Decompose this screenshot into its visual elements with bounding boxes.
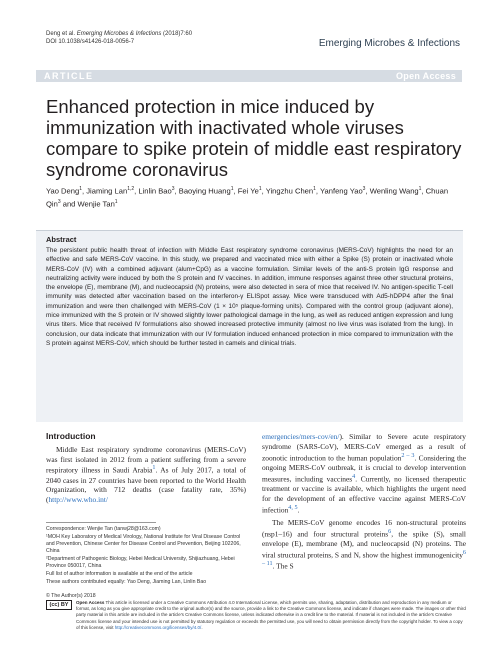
author-name: Wenjie Tan: [77, 199, 115, 209]
correspondence-note: Correspondence: Wenjie Tan (tanwj28@163.com): [46, 526, 161, 532]
reference-link[interactable]: 4: [352, 473, 356, 480]
journal-name: Emerging Microbes & Infections: [318, 38, 460, 49]
abstract-box: [36, 230, 463, 422]
author-affiliation-marker: 3: [171, 186, 175, 192]
author-affiliation-marker: 1: [258, 186, 262, 192]
author-affiliation-marker: 1: [313, 186, 316, 192]
author-name: Baoying Huang: [178, 186, 231, 196]
left-column: [46, 432, 246, 505]
footnote-divider: [46, 522, 156, 523]
reference-link[interactable]: 1: [152, 465, 156, 472]
author-affiliation-marker: 3: [57, 199, 61, 206]
reference-link[interactable]: 6 – 11: [262, 549, 466, 567]
article-label: ARTICLE: [44, 71, 94, 81]
license-link[interactable]: http://creativecommons.org/licenses/by/4.0/: [114, 624, 202, 630]
license-text: Open Access This article is licensed under a Creative Commons Attribution 4.0 International License, which permits use, sharing, adaptation, distribution and reproduction in any medium or format, as long as you give appropriate credit to the original author(s) and the source, provide a link to the Creative Commons license, and indicate if changes were made. The images or other third party material in this article are included in the article's Creative Commons license, unless indicated otherwise in a credit line to the material. If material is not included in the article's Creative Commons license and your intended use is not permitted by statutory regulation or exceeds the permitted use, you will need to obtain permission directly from the copyright holder. To view a copy of this license, visit http://creativecommons.org/licenses/by/4.0/.: [76, 600, 466, 630]
copyright-line: © The Author(s) 2018: [46, 593, 96, 599]
citation-block: [46, 30, 192, 46]
affiliation-1: ¹MOH Key Laboratory of Medical Virology, National Institute for Viral Disease Control and Prevention, Chinese Center for Disease Control and Prevention, Beijing 102206, China: [46, 534, 241, 554]
author-name: Wenling Wang: [369, 186, 419, 196]
author-affiliation-marker: 1: [79, 186, 82, 192]
cc-by-badge-icon[interactable]: (cc) BY: [46, 600, 72, 610]
intro-paragraph-1-continued: emergencies/mers-cov/en/). Similar to Severe acute respiratory syndrome (SARS-CoV), MERS-CoV emerged as a result of zoonotic introduction to the human population$^{2 - 3}$. Considering the ongoing MERS-CoV outbreak, it is crucial to develop intervention measures, including vaccines$^4$. Currently, no licensed therapeutic treatment or vaccine is available, which highlights the urgent need for the development of an effective vaccine against MERS-CoV infection$^{4, 5}$.: [262, 432, 466, 514]
reference-link[interactable]: 2 – 3: [401, 452, 415, 459]
author-name: Chuan Qin: [46, 186, 449, 209]
reference-link[interactable]: 4, 5: [288, 504, 298, 511]
citation-line: Deng et al. Emerging Microbes & Infections (2018)7:60: [46, 31, 193, 37]
right-column: [262, 432, 466, 571]
who-link[interactable]: http://www.who.int/: [48, 495, 108, 505]
author-name: Yingzhu Chen: [265, 186, 314, 196]
abstract-heading: Abstract: [46, 235, 77, 244]
author-affiliation-marker: 1: [418, 186, 422, 192]
doi-line[interactable]: DOI 10.1038/s41426-018-0056-7: [46, 39, 135, 45]
full-list-note: Full list of author information is available at the end of the article: [46, 571, 193, 577]
author-list: Yao Deng$^1$, Jiaming Lan$^{1,2}$, Linlin Bao$^3$, Baoying Huang$^1$, Fei Ye$^1$, Yingzhu Chen$^1$, Yanfeng Yao$^3$, Wenling Wang$^1$, Chuan Qin$^3$ and Wenjie Tan$^1$: [46, 186, 449, 209]
author-name: Yao Deng: [46, 186, 80, 196]
reference-link[interactable]: 6: [388, 528, 392, 535]
equal-contribution-note: These authors contributed equally: Yao Deng, Jiaming Lan, Linlin Bao: [46, 579, 207, 585]
who-link-continued[interactable]: emergencies/mers-cov/en/: [262, 432, 340, 441]
abstract-text: The persistent public health threat of infection with Middle East respiratory syndrome coronavirus (MERS-CoV) highlights the need for an effective and safe MERS-CoV vaccine. In this study, we prepared and vaccinated mice with either a Spike (S) protein or inactivated whole MERS-CoV (IV) with a combined adjuvant (alum+CpG) as a vaccine formulation. Similar levels of the anti-S protein IgG response and neutralizing activity were induced by both the S protein and IV vaccines. In addition, immune responses against three other structural proteins, the envelope (E), membrane (M), and nucleocapsid (N) proteins, were also detected in sera of mice that received IV. No antigen-specific T-cell immunity was detected after vaccination based on the interferon-γ ELISpot assay. Mice were transduced with Ad5-hDPP4 after the final immunization and were then challenged with MERS-CoV (1 × 10⁵ plaque-forming units). Compared with the control group (adjuvant alone), mice immunized with the S protein or IV showed slightly lower pathological damage in the lung, as well as reduced antigen expression and lung virus titers. Mice that received IV formulations also showed increased protective immunity (almost no live virus was isolated from the lung). In conclusion, our data indicate that immunization with our IV formulation induced enhanced protection in mice compared to immunization with the S protein against MERS-CoV, which should be further tested in camels and clinical trials.: [46, 247, 453, 347]
author-name: Linlin Bao: [138, 186, 172, 196]
affiliation-2: ²Department of Pathogenic Biology, Hebei Medical University, Shijiazhuang, Hebei Province 050017, China: [46, 556, 235, 569]
author-name: Jiaming Lan: [86, 186, 128, 196]
open-access-label: Open Access: [396, 71, 456, 81]
introduction-heading: Introduction: [46, 431, 96, 441]
footnotes: [46, 526, 246, 587]
author-affiliation-marker: 3: [362, 186, 366, 192]
author-name: Yanfeng Yao: [320, 186, 363, 196]
author-affiliation-marker: 1: [114, 199, 118, 206]
intro-paragraph-1: Middle East respiratory syndrome coronavirus (MERS-CoV) was first isolated in 2012 from a patient suffering from a severe respiratory illness in Saudi Arabia$^1$. As of July 2017, a total of 2040 cases in 27 countries have been reported to the World Health Organization, with 712 deaths (case fatality rate, 35%) (http://www.who.int/: [46, 444, 246, 505]
author-name: Fei Ye: [237, 186, 259, 196]
author-affiliation-marker: 1,2: [127, 186, 135, 192]
author-affiliation-marker: 1: [230, 186, 234, 192]
intro-paragraph-2: The MERS-CoV genome encodes 16 non-structural proteins (nsp1–16) and four structural proteins$^6$, the spike (S), small envelope (E), membrane (M), and nucleocapsid (N) proteins. The viral structural proteins, S and N, show the highest immunogenicity$^{6 - 11}$. The S: [262, 517, 466, 571]
article-title: Enhanced protection in mice induced by immunization with inactivated whole viruses compare to spike protein of middle east respiratory syndrome coronavirus: [46, 96, 462, 180]
article-type-bar: [36, 70, 462, 82]
